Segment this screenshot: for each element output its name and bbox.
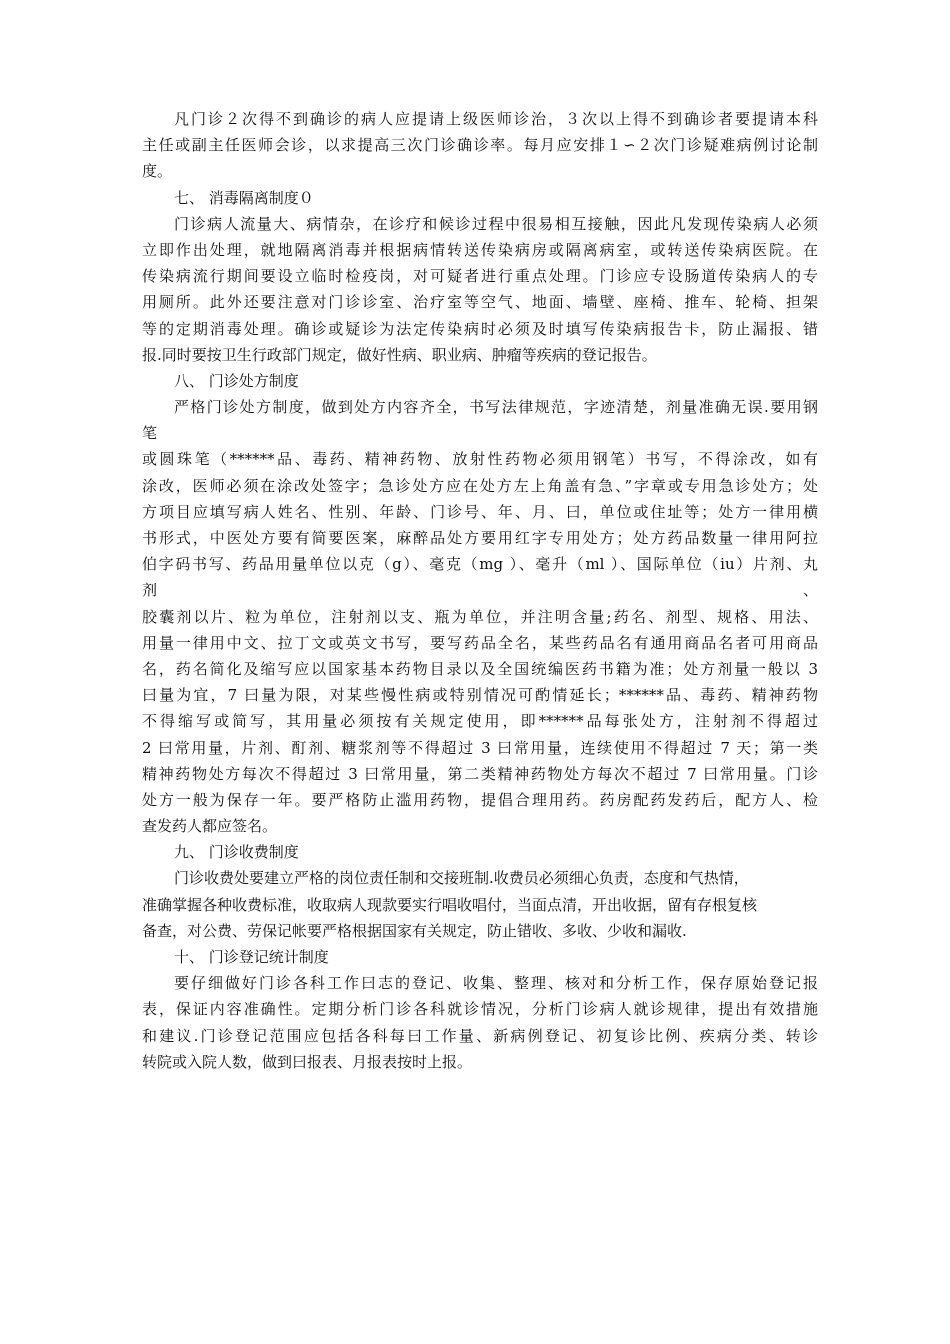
text-line: 立即作出处理，就地隔离消毒并根据病情转送传染病房或隔离病室，或转送传染病医院。在 [142,240,818,259]
text-line: 报.同时要按卫生行政部门规定，做好性病、职业病、肿瘤等疾病的登记报告。 [142,345,657,364]
text-line: 主任或副主任医师会诊，以求提高三次门诊确诊率。每月应安排１∽２次门诊疑难病例讨论制 [142,136,818,155]
text-line: 2 曰常用量，片剂、酊剂、糖浆剂等不得超过 3 曰常用量，连续使用不得超过 7 天；第一类 [142,738,818,757]
text-line: 笔 [142,424,158,443]
text-line: 涂改，医师必须在涂改处签字；急诊处方应在处方左上角盖有急、”字章或专用急诊处方；处 [142,476,818,495]
section-heading: 九、 门诊收费制度 [174,843,299,862]
text-line: 转院或入院人数，做到曰报表、月报表按时上报。 [142,1052,473,1071]
text-line: 曰量为宜，7 曰量为限，对某些慢性病或特别情况可酌情延长；******品、毒药、精神药物 [142,686,818,705]
section-heading: 七、 消毒隔离制度０ [174,188,314,207]
text-line: 用厕所。此外还要注意对门诊诊室、治疗室等空气、地面、墙壁、座椅、推车、轮椅、担架 [142,293,818,312]
text-line: 胶囊剂以片、粒为单位，注射剂以支、瓶为单位，并注明含量;药名、剂型、规格、用法、 [142,607,818,626]
text-line: 或圆珠笔（******品、毒药、精神药物、放射性药物必须用钢笔）书写，不得涂改，如有 [142,450,818,469]
text-line: 等的定期消毒处理。确诊或疑诊为法定传染病时必须及时填写传染病报告卡，防止漏报、错 [142,319,818,338]
text-line: 表，保证内容准确性。定期分析门诊各科就诊情况，分析门诊病人就诊规律，提出有效措施 [142,1000,818,1019]
text-line: 处方一般为保存一年。要严格防止滥用药物，提倡合理用药。药房配药发药后，配方人、检 [142,790,818,809]
text-line: 名，药名简化及缩写应以国家基本药物目录以及全国统编医药书籍为准；处方剂量一般以 3 [142,659,818,678]
document-body [142,106,818,1075]
text-line: 用量一律用中文、拉丁文或英文书写，要写药品全名，某些药品名有通用商品名者可用商品 [142,633,818,652]
text-line: 严格门诊处方制度，做到处方内容齐全，书写法律规范，字迹清楚，剂量准确无误.要用钢 [174,398,818,417]
text-line: 伯字码书写、药品用量单位以克（g）、毫克（mg ）、毫升（ml ）、国际单位（iu）片剂、丸 [142,555,818,574]
text-line: 传染病流行期间要设立临时检疫岗，对可疑者进行重点处理。门诊应专设肠道传染病人的专 [142,267,818,286]
text-line: 门诊收费处要建立严格的岗位责任制和交接班制.收费员必须细心负责，态度和气热情， [174,869,749,888]
text-line: 不得缩写或简写，其用量必须按有关规定使用，即******品每张处方，注射剂不得超过 [142,712,818,731]
text-line: 凡门诊２次得不到确诊的病人应提请上级医师诊治，３次以上得不到确诊者要提请本科 [174,110,818,128]
text-line-end: 、 [802,581,818,600]
text-line [142,577,818,603]
text-line: 准确掌握各种收费标准，收取病人现款要实行唱收唱付，当面点清，开出收据，留有存根复核 [142,895,758,914]
text-line: 度。 [142,162,173,181]
section-heading: 十、 门诊登记统计制度 [174,948,329,966]
text-line: 备查，对公费、劳保记帐要严格根据国家有关规定，防止错收、多收、少收和漏收. [142,921,687,940]
text-line: 要仔细做好门诊各科工作曰志的登记、收集、整理、核对和分析工作，保存原始登记报 [174,974,818,993]
section-heading: 八、 门诊处方制度 [174,371,299,390]
text-line: 精神药物处方每次不得超过 3 曰常用量，第二类精神药物处方每次不超过 7 曰常用量。门诊 [142,764,818,783]
text-line: 和建议.门诊登记范围应包括各科每曰工作量、新病例登记、初复诊比例、疾病分类、转诊 [142,1026,818,1045]
text-line-start: 剂 [142,581,158,600]
text-line: 书形式，中医处方要有简要医案，麻醉品处方要用红字专用处方；处方药品数量一律用阿拉 [142,529,818,547]
text-line: 方项目应填写病人姓名、性别、年龄、门诊号、年、月、曰，单位或住址等；处方一律用横 [142,502,818,521]
text-line: 查发药人都应签名。 [142,817,278,836]
text-line: 门诊病人流量大、病情杂，在诊疗和候诊过程中很易相互接触，因此凡发现传染病人必须 [174,214,818,233]
